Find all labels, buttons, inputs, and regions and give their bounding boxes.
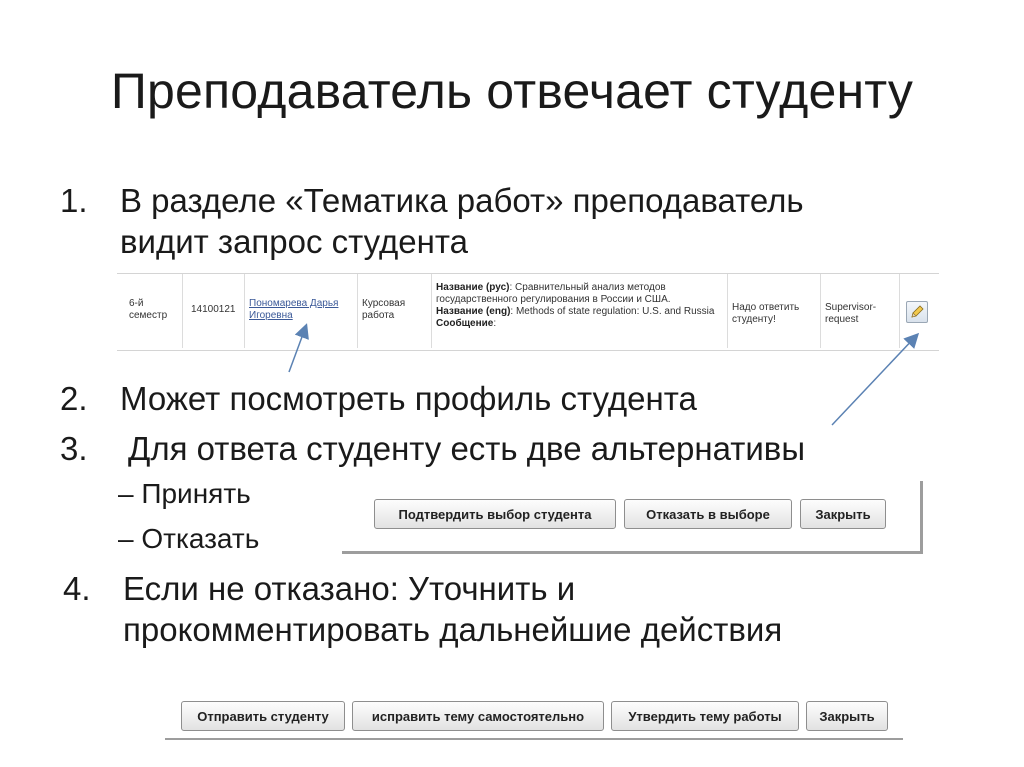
title-ru-label: Название (рус) [436, 282, 510, 293]
sub-item-accept: – Принять [118, 478, 251, 509]
approve-topic-button[interactable]: Утвердить тему работы [611, 701, 799, 731]
slide-title: Преподаватель отвечает студенту [110, 63, 914, 119]
title-en-label: Название (eng) [436, 306, 511, 317]
status-text: Supervisor-request [825, 302, 877, 325]
list-item-text: Если не отказано: Уточнить и [123, 570, 576, 607]
fix-topic-self-button[interactable]: исправить тему самостоятельно [352, 701, 604, 731]
close-button[interactable]: Закрыть [800, 499, 886, 529]
list-item-text-cont: прокомментировать дальнейшие действия [123, 611, 783, 648]
title-ru-text: : Сравнительный анализ методов государственного регулирования в России и США. [436, 282, 671, 305]
id-text: 14100121 [191, 304, 236, 315]
arrow-to-student-link [289, 326, 306, 372]
action-note-text: Надо ответить студенту! [732, 302, 800, 325]
list-item-text: Для ответа студенту есть две альтернативы [128, 430, 806, 467]
list-number: 4. [63, 570, 91, 607]
work-type-text: Курсовая работа [362, 298, 406, 321]
arrow-to-edit-icon [832, 335, 917, 425]
list-number: 1. [60, 182, 88, 219]
title-en-text: : Methods of state regulation: U.S. and Russia [510, 306, 715, 317]
close-button-2[interactable]: Закрыть [806, 701, 888, 731]
list-item-text: В разделе «Тематика работ» преподаватель [120, 182, 804, 219]
refuse-choice-button[interactable]: Отказать в выборе [624, 499, 792, 529]
list-number: 2. [60, 380, 88, 417]
list-item-text: Может посмотреть профиль студента [120, 380, 697, 417]
confirm-choice-button[interactable]: Подтвердить выбор студента [374, 499, 616, 529]
sub-item-refuse: – Отказать [118, 523, 260, 554]
send-to-student-button[interactable]: Отправить студенту [181, 701, 345, 731]
list-number: 3. [60, 430, 88, 467]
student-profile-link[interactable]: Пономарева Дарья Игоревна [249, 298, 339, 321]
message-label: Сообщение [436, 318, 494, 329]
message-text: : [493, 318, 497, 329]
semester-text: 6-й семестр [129, 298, 168, 321]
list-item-text-cont: видит запрос студента [120, 223, 468, 260]
